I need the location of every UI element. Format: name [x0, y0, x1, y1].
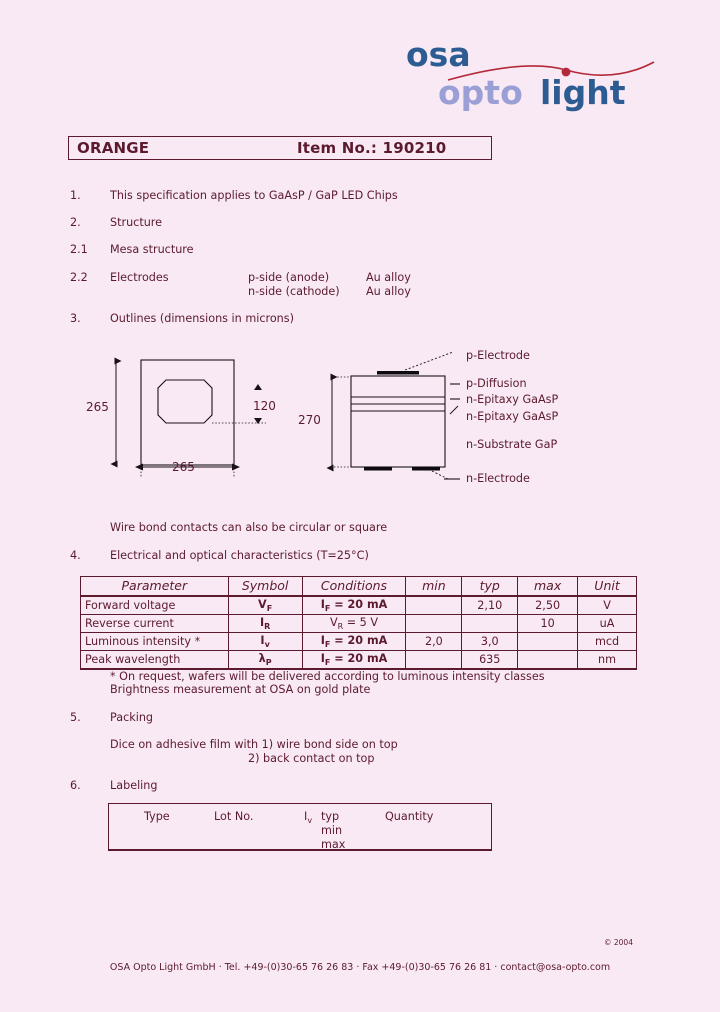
- packing-line-1: Dice on adhesive film with 1) wire bond side on top: [110, 738, 398, 751]
- label-field-quantity: Quantity: [385, 810, 434, 823]
- section-2-1-number: 2.1: [70, 243, 88, 256]
- cell-parameter: Luminous intensity *: [81, 632, 229, 650]
- cell-parameter: Reverse current: [81, 614, 229, 632]
- table-row: [81, 596, 637, 615]
- cell-typ: 635: [462, 651, 518, 670]
- wire-bond-note: Wire bond contacts can also be circular or square: [110, 521, 388, 534]
- section-3-number: 3.: [70, 312, 81, 325]
- dim-label-width-265: 265: [172, 460, 195, 474]
- cell-max: [518, 632, 578, 650]
- cell-unit: uA: [578, 614, 637, 632]
- label-field-iv-max: max: [321, 838, 346, 851]
- page-title-color: ORANGE: [77, 139, 150, 157]
- footer-contact-line: OSA Opto Light GmbH · Tel. +49-(0)30-65 76 26 83 · Fax +49-(0)30-65 76 26 81 · contact@osa-opto.com: [109, 962, 611, 973]
- section-2-1-text: Mesa structure: [110, 243, 194, 256]
- electrode-n-side-material: Au alloy: [366, 285, 411, 298]
- column-header-conditions: Conditions: [302, 577, 406, 596]
- cell-parameter: Peak wavelength: [81, 651, 229, 670]
- cell-min: [406, 651, 462, 670]
- dim-label-height-270: 270: [298, 413, 321, 427]
- electrode-p-side-label: p-side (anode): [248, 271, 330, 284]
- label-field-lot-no: Lot No.: [214, 810, 254, 823]
- title-bar: [68, 136, 492, 160]
- leader-n-epitaxy-2: [450, 406, 458, 414]
- logo-word-osa: osa: [406, 35, 471, 74]
- section-6-text: Labeling: [110, 779, 158, 792]
- cell-unit: mcd: [578, 632, 637, 650]
- n-electrode-bar-left: [364, 467, 392, 471]
- cell-conditions: $V_R = 5$ V: [302, 614, 406, 632]
- table-header-row: [81, 577, 637, 596]
- label-field-iv-symbol: $I_v$: [304, 810, 313, 826]
- copyright-notice: © 2004: [604, 938, 633, 947]
- label-n-epitaxy-1: n-Epitaxy GaAsP: [466, 393, 559, 406]
- column-header-parameter: Parameter: [81, 577, 229, 596]
- cell-max: [518, 651, 578, 670]
- chip-outline-rect: [141, 360, 234, 465]
- section-4-number: 4.: [70, 549, 81, 562]
- logo-word-opto: opto: [438, 73, 523, 112]
- cell-max: 2,50: [518, 596, 578, 615]
- table-row: [81, 632, 637, 650]
- section-1-number: 1.: [70, 189, 81, 202]
- p-electrode-bar: [377, 371, 419, 375]
- cell-unit: nm: [578, 651, 637, 670]
- dim-arrow-pad-down: [254, 418, 262, 424]
- table-row: [81, 614, 637, 632]
- label-p-electrode: p-Electrode: [466, 349, 530, 362]
- section-1-text: This specification applies to GaAsP / GaP LED Chips: [110, 189, 398, 202]
- cell-min: 2,0: [406, 632, 462, 650]
- cell-typ: 2,10: [462, 596, 518, 615]
- section-2-number: 2.: [70, 216, 81, 229]
- label-p-diffusion: p-Diffusion: [466, 377, 527, 390]
- cell-symbol: $I_v$: [228, 632, 302, 650]
- dim-label-height-265: 265: [86, 400, 109, 414]
- table-footnote-line-2: Brightness measurement at OSA on gold plate: [110, 683, 371, 696]
- section-5-number: 5.: [70, 711, 81, 724]
- packing-line-2: 2) back contact on top: [248, 752, 375, 765]
- column-header-max: max: [518, 577, 578, 596]
- column-header-unit: Unit: [578, 577, 637, 596]
- labeling-box: [108, 803, 492, 851]
- specifications-table: [80, 576, 637, 670]
- section-2-2-number: 2.2: [70, 271, 88, 284]
- column-header-min: min: [406, 577, 462, 596]
- page-title-item-no: Item No.: 190210: [297, 139, 447, 157]
- label-n-epitaxy-2: n-Epitaxy GaAsP: [466, 410, 559, 423]
- label-field-type: Type: [144, 810, 170, 823]
- table-footnote-line-1: * On request, wafers will be delivered according to luminous intensity classes: [110, 670, 545, 683]
- cell-conditions: $I_F = 20$ mA: [302, 632, 406, 650]
- table-row: [81, 651, 637, 670]
- label-n-electrode: n-Electrode: [466, 472, 530, 485]
- section-4-text: Electrical and optical characteristics (T=25°C): [110, 549, 369, 562]
- cross-section-diagram: [332, 352, 460, 479]
- cell-typ: [462, 614, 518, 632]
- bond-pad-octagon: [158, 380, 212, 423]
- logo-word-light: light: [540, 73, 626, 112]
- cross-section-body: [351, 376, 445, 467]
- cell-min: [406, 614, 462, 632]
- label-field-iv-min: min: [321, 824, 343, 837]
- cell-symbol: $\lambda_P$: [228, 651, 302, 670]
- n-electrode-bar-right: [412, 467, 440, 471]
- cell-conditions: $I_F = 20$ mA: [302, 651, 406, 670]
- label-field-iv-typ: typ: [321, 810, 340, 823]
- section-6-number: 6.: [70, 779, 81, 792]
- section-3-text: Outlines (dimensions in microns): [110, 312, 294, 325]
- column-header-symbol: Symbol: [228, 577, 302, 596]
- leader-n-electrode-dash: [432, 471, 448, 479]
- cell-conditions: $I_F = 20$ mA: [302, 596, 406, 615]
- electrode-p-side-material: Au alloy: [366, 271, 411, 284]
- section-2-text: Structure: [110, 216, 163, 229]
- column-header-typ: typ: [462, 577, 518, 596]
- dim-label-pad-120: 120: [253, 399, 276, 413]
- cell-typ: 3,0: [462, 632, 518, 650]
- label-n-substrate: n-Substrate GaP: [466, 438, 558, 451]
- electrode-n-side-label: n-side (cathode): [248, 285, 340, 298]
- cell-symbol: $V_F$: [228, 596, 302, 615]
- cell-max: 10: [518, 614, 578, 632]
- section-2-2-text: Electrodes: [110, 271, 169, 284]
- leader-p-electrode: [405, 352, 453, 370]
- osa-opto-light-logo: [388, 32, 656, 112]
- cell-unit: V: [578, 596, 637, 615]
- section-5-text: Packing: [110, 711, 154, 724]
- cell-symbol: $I_R$: [228, 614, 302, 632]
- dim-arrow-pad-up: [254, 384, 262, 390]
- cell-min: [406, 596, 462, 615]
- cell-parameter: Forward voltage: [81, 596, 229, 615]
